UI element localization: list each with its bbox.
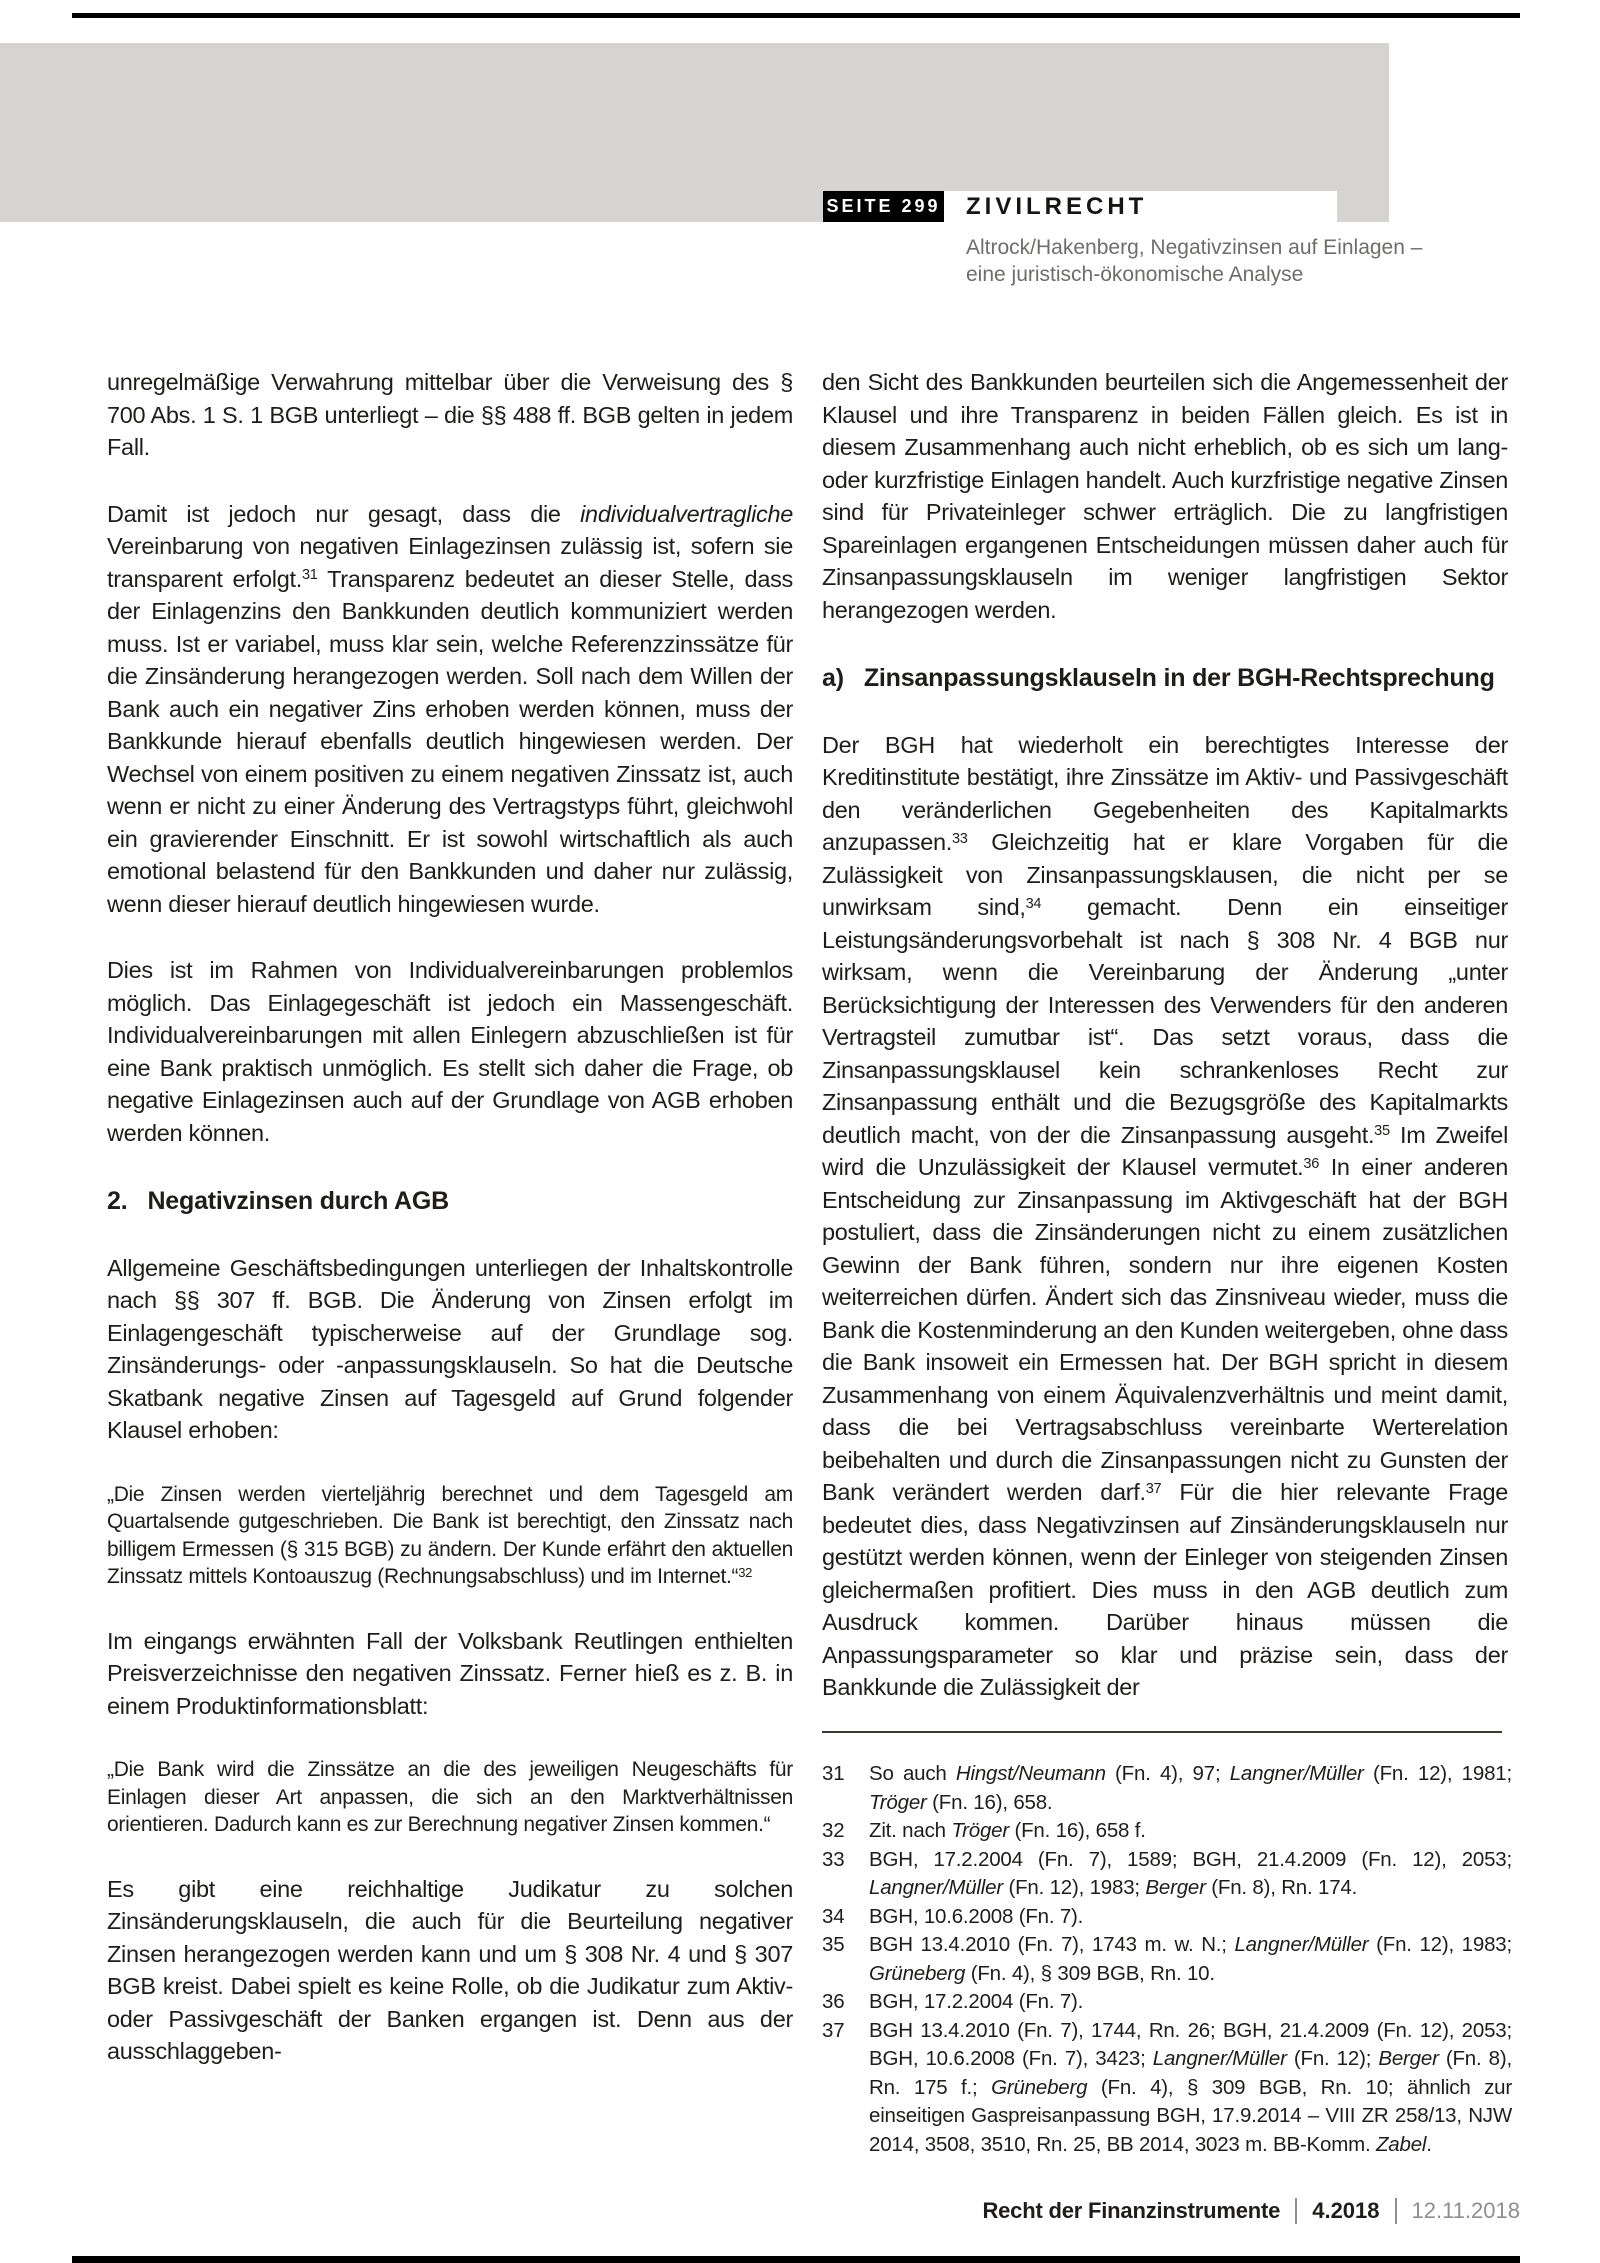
header-gray-band bbox=[0, 43, 1389, 191]
footnote-number: 33 bbox=[822, 1847, 845, 1871]
subsection-heading-a-number: a) bbox=[822, 664, 844, 692]
footnote bbox=[822, 1931, 1512, 1988]
paragraph: Allgemeine Geschäftsbedingungen unterliegen der Inhaltskontrolle nach §§ 307 ff. BGB. Die Änderung von Zinsen erfolgt im Einlagengeschäft typischerweise auf der Grundlage sog. Zinsänderungs- oder -anpassungsklauseln. So hat die Deutsche Skatbank negative Zinsen auf Tagesgeld auf Grund folgender Klausel erhoben: bbox=[107, 1254, 793, 1443]
footer-divider bbox=[1395, 2198, 1397, 2224]
footnote bbox=[822, 1760, 1512, 1817]
footnote-number: 36 bbox=[822, 1990, 845, 2013]
footnote-separator-rule bbox=[822, 1731, 1502, 1733]
paragraph: Dies ist im Rahmen von Individualvereinbarungen problemlos möglich. Das Einlagegeschäft ist jedoch ein Massengeschäft. Individualvereinbarungen mit allen Einlegern abzuschließen ist für eine Bank praktisch unmöglich. Es stellt sich daher die Frage, ob negative Einlagezinsen auch auf der Grundlage von AGB erhoben werden können. bbox=[107, 957, 793, 1146]
running-article-title-line1: Altrock/Hakenberg, Negativzinsen auf Einlagen – bbox=[966, 236, 1423, 259]
header-gray-band-extension bbox=[0, 191, 823, 222]
subsection-heading-a-text: Zinsanpassungsklauseln in der BGH-Rechtsprechung bbox=[863, 664, 1495, 692]
footnote-number: 35 bbox=[822, 1933, 845, 1956]
footnote-list bbox=[822, 1760, 1512, 2159]
left-column bbox=[107, 366, 793, 2068]
footnote-text: BGH, 17.2.2004 (Fn. 7). bbox=[869, 1990, 1084, 2013]
quote-block-skatbank: „Die Zinsen werden vierteljährig berechnet und dem Tagesgeld am Quartalsende gutgeschrieben. Die Bank ist berechtigt, den Zinssatz nach billigem Ermessen (§ 315 BGB) zu ändern. Der Kunde erfährt den aktuellen Zinssatz mittels Kontoauszug (Rechnungsabschluss) und im Internet.“$^{32}$ bbox=[107, 1482, 793, 1588]
top-rule bbox=[72, 13, 1520, 18]
footnote-text: BGH, 10.6.2008 (Fn. 7). bbox=[869, 1904, 1084, 1928]
subsection-heading-a bbox=[822, 662, 1508, 695]
paragraph: Der BGH hat wiederholt ein berechtigtes Interesse der Kreditinstitute bestätigt, ihre Zinssätze im Aktiv- und Passivgeschäft den veränderlichen Gegebenheiten des Kapitalmarkts anzupassen.$^{33}$ Gleichzeitig hat er klare Vorgaben für die Zulässigkeit von Zinsanpassungsklausen, die nicht per se unwirksam sind,$^{34}$ gemacht. Denn ein einseitiger Leistungsänderungsvorbehalt ist nach § 308 Nr. 4 BGB nur wirksam, wenn die Vereinbarung der Änderung „unter Berücksichtigung der Interessen des Verwenders für den anderen Vertragsteil zumutbar ist“. Das setzt voraus, dass die Zinsanpassungsklausel kein schrankenloses Recht zur Zinsanpassung enthält und die Bezugsgröße des Kapitalmarkts deutlich macht, von der die Zinsanpassung ausgeht.$^{35}$ Im Zweifel wird die Unzulässigkeit der Klausel vermutet.$^{36}$ In einer anderen Entscheidung zur Zinsanpassung im Aktivgeschäft hat der BGH postuliert, dass die Zinsänderungen nicht zu einem zusätzlichen Gewinn der Bank führen, sondern nur ihre eigenen Kosten weiterreichen dürfen. Ändert sich das Zinsniveau wieder, muss die Bank die Kostenminderung an den Kunden weitergeben, ohne dass die Bank insoweit ein Ermessen hat. Der BGH spricht in diesem Zusammenhang von einem Äquivalenzverhältnis und meint damit, dass die bei Vertragsabschluss vereinbarte Werterelation beibehalten und durch die Zinsanpassungen nicht zu Gunsten der Bank verändert werden darf.$^{37}$ Für die hier relevante Frage bedeutet dies, dass Negativzinsen auf Zinsänderungsklauseln nur gestützt werden können, wenn der Einleger von steigenden Zinsen gleichermaßen profitiert. Dies muss in den AGB deutlich zum Ausdruck kommen. Darüber hinaus müssen die Anpassungsparameter so klar und präzise sein, dass der Bankkunde die Zulässigkeit der bbox=[822, 731, 1508, 1700]
footnote bbox=[822, 2017, 1512, 2160]
quote-block-produktinformationsblatt: „Die Bank wird die Zinssätze an die des jeweiligen Neugeschäfts für Einlagen dieser Art anpassen, die sich an den Marktverhältnissen orientieren. Dadurch kann es zur Berechnung negativer Zinsen kommen.“ bbox=[107, 1758, 793, 1836]
footnote bbox=[822, 1988, 1512, 2017]
bottom-rule bbox=[72, 2256, 1520, 2263]
section-heading-2-text: Negativzinsen durch AGB bbox=[147, 1187, 449, 1215]
footnote-number: 34 bbox=[822, 1904, 845, 1928]
right-column bbox=[822, 366, 1508, 1726]
running-article-title bbox=[966, 234, 1566, 288]
page-footer bbox=[982, 2194, 1520, 2228]
section-heading-2-number: 2. bbox=[107, 1187, 128, 1215]
paragraph: Im eingangs erwähnten Fall der Volksbank Reutlingen enthielten Preisverzeichnisse den negativen Zinssatz. Ferner hieß es z. B. in einem Produktinformationsblatt: bbox=[107, 1627, 793, 1719]
issue-number: 4.2018 bbox=[1312, 2198, 1380, 2223]
footnote-text: Zit. nach Tröger (Fn. 16), 658 f. bbox=[869, 1819, 1146, 1842]
paragraph: Es gibt eine reichhaltige Judikatur zu solchen Zinsänderungsklauseln, die auch für die Beurteilung negativer Zinsen herangezogen werden kann und um § 308 Nr. 4 und § 307 BGB kreist. Dabei spielt es keine Rolle, ob die Judikatur zum Aktiv- oder Passivgeschäft der Banken ergangen ist. Denn aus der ausschlaggeben- bbox=[107, 1875, 793, 2064]
footnote bbox=[822, 1817, 1512, 1846]
paragraph: Damit ist jedoch nur gesagt, dass die individualvertragliche Vereinbarung von negativen Einlagezinsen zulässig ist, sofern sie transparent erfolgt.$^{31}$ Transparenz bedeutet an dieser Stelle, dass der Einlagenzins den Bankkunden deutlich kommuniziert werden muss. Ist er variabel, muss klar sein, welche Referenzzinssätze für die Zinsänderung herangezogen werden. Soll nach dem Willen der Bank auch ein negativer Zins erhoben werden können, muss der Bankkunde hierauf ebenfalls deutlich hingewiesen werden. Der Wechsel von einem positiven zu einem negativen Zinssatz ist, auch wenn er nicht zu einer Änderung des Vertragstyps führt, gleichwohl ein gravierender Einschnitt. Er ist sowohl wirtschaftlich als auch emotional belastend für den Bankkunden und daher nur zulässig, wenn dieser hierauf deutlich hingewiesen wurde. bbox=[107, 500, 793, 917]
footnote-text: BGH 13.4.2010 (Fn. 7), 1744, Rn. 26; BGH, 21.4.2009 (Fn. 12), 2053; BGH, 10.6.2008 (Fn. 7), 3423; Langner/Müller (Fn. 12); Berger (Fn. 8), Rn. 175 f.; Grüneberg (Fn. 4), § 309 BGB, Rn. 10; ähnlich zur einseitigen Gaspreisanpassung BGH, 17.9.2014 – VIII ZR 258/13, NJW 2014, 3508, 3510, Rn. 25, BB 2014, 3023 m. BB-Komm. Zabel. bbox=[869, 2018, 1512, 2156]
running-article-title-line2: eine juristisch-ökonomische Analyse bbox=[966, 263, 1304, 286]
footnote-number: 31 bbox=[822, 1762, 845, 1785]
footnote-text: BGH 13.4.2010 (Fn. 7), 1743 m. w. N.; Langner/Müller (Fn. 12), 1983; Grüneberg (Fn. 4), § 309 BGB, Rn. 10. bbox=[869, 1933, 1512, 1985]
footnote bbox=[822, 1846, 1512, 1903]
section-title: ZIVILRECHT bbox=[966, 192, 1148, 220]
footnote-text: So auch Hingst/Neumann (Fn. 4), 97; Langner/Müller (Fn. 12), 1981; Tröger (Fn. 16), 658. bbox=[869, 1762, 1512, 1814]
journal-name: Recht der Finanzinstrumente bbox=[982, 2198, 1281, 2223]
footnote-text: BGH, 17.2.2004 (Fn. 7), 1589; BGH, 21.4.2009 (Fn. 12), 2053; Langner/Müller (Fn. 12), 1983; Berger (Fn. 8), Rn. 174. bbox=[869, 1847, 1512, 1899]
page-number-box bbox=[823, 191, 944, 222]
header-gray-band-tab bbox=[1337, 191, 1389, 222]
footer-divider bbox=[1295, 2198, 1297, 2224]
footnote-number: 32 bbox=[822, 1819, 845, 1842]
footnote-number: 37 bbox=[822, 2018, 845, 2042]
paragraph-continuation: unregelmäßige Verwahrung mittelbar über die Verweisung des § 700 Abs. 1 S. 1 BGB unterliegt – die §§ 488 ff. BGB gelten in jedem Fall. bbox=[107, 369, 793, 460]
paragraph-continuation: den Sicht des Bankkunden beurteilen sich die Angemessenheit der Klausel und ihre Transparenz in beiden Fällen gleich. Es ist in diesem Zusammenhang auch nicht erheblich, ob es sich um lang- oder kurzfristige Einlagen handelt. Auch kurzfristige negative Zinsen sind für Privateinleger schwer erträglich. Die zu langfristigen Spareinlagen ergangenen Entscheidungen müssen daher auch für Zinsanpassungsklauseln im weniger langfristigen Sektor herangezogen werden. bbox=[822, 369, 1508, 623]
page-number-label: SEITE 299 bbox=[826, 196, 941, 216]
footnote bbox=[822, 1903, 1512, 1932]
section-heading-2 bbox=[107, 1185, 793, 1218]
issue-date: 12.11.2018 bbox=[1411, 2198, 1520, 2223]
